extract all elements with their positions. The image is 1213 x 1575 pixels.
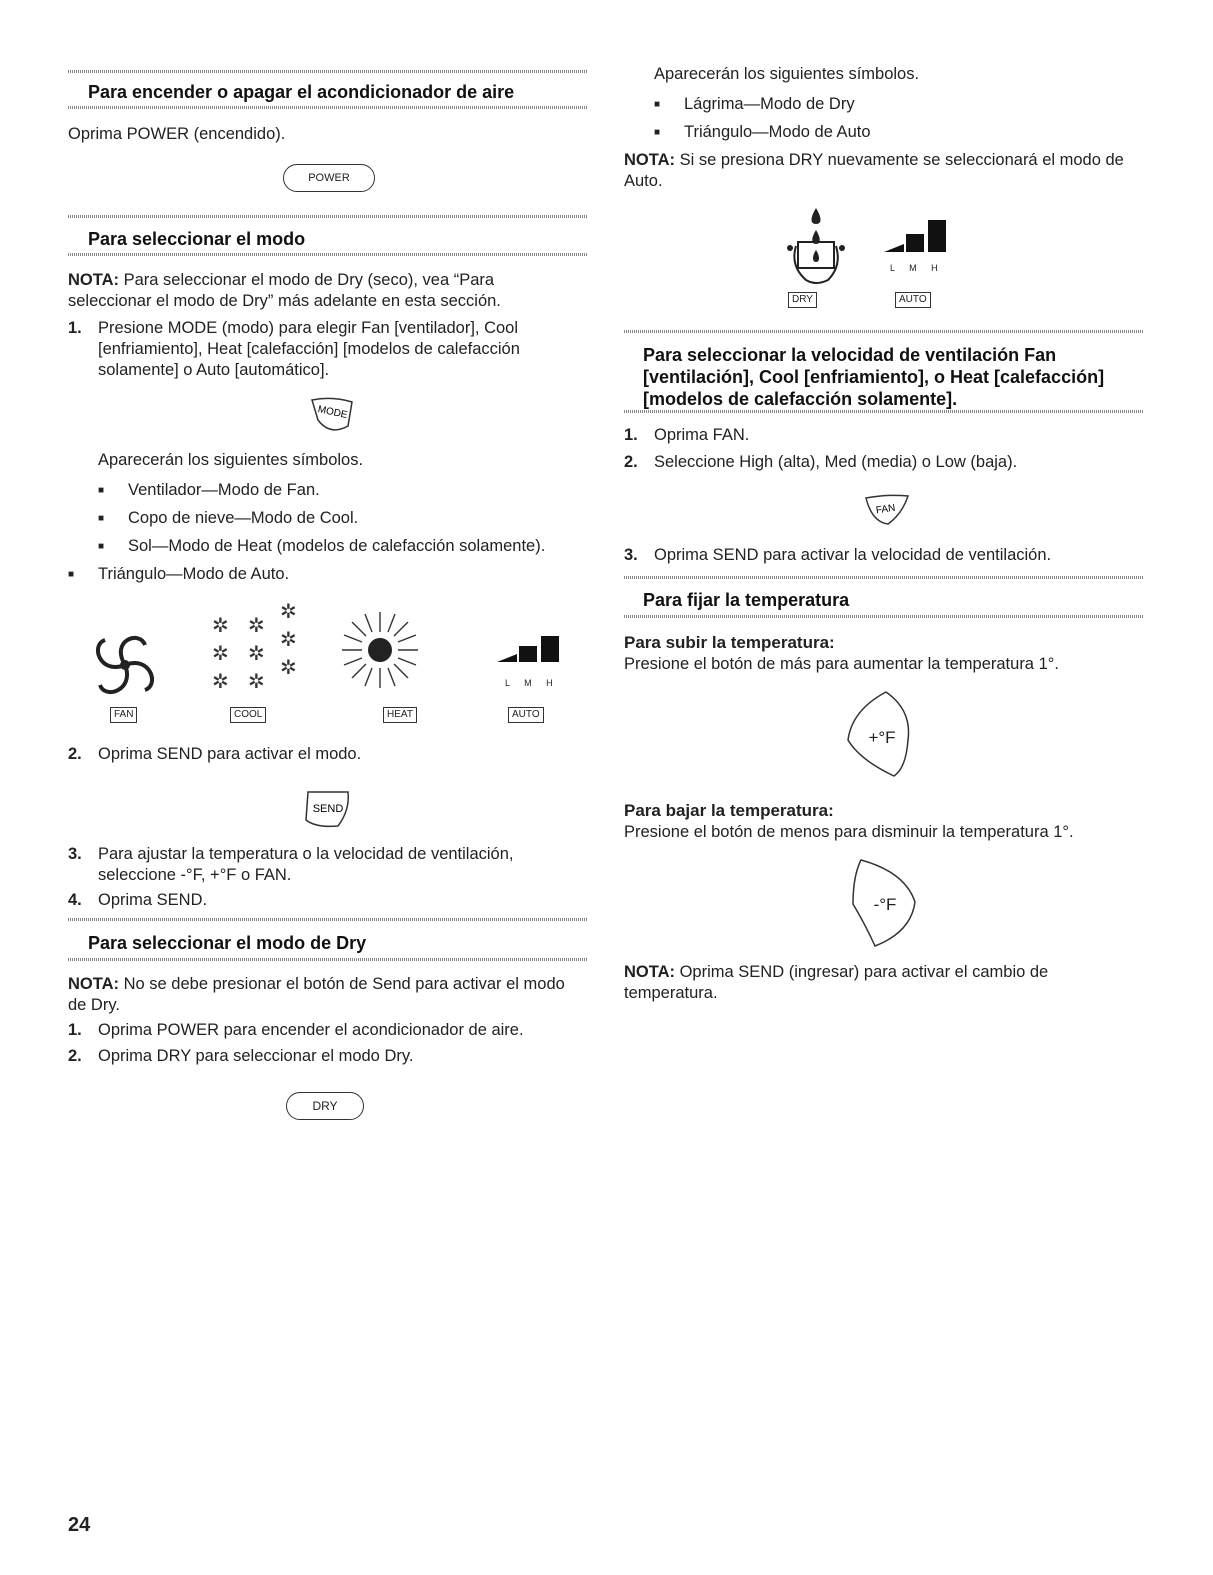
sun-icon	[340, 610, 420, 690]
fan-step-3	[624, 545, 1134, 566]
auto-mode-tag: AUTO	[508, 707, 544, 723]
step-text: Oprima POWER para encender el acondicionador de aire.	[98, 1021, 524, 1039]
cool-mode-tag: COOL	[230, 707, 266, 723]
dry-auto-note	[624, 150, 1144, 192]
step-number: 2.	[68, 1047, 82, 1065]
fan-icon	[90, 630, 160, 700]
list-item: ■ Lágrima—Modo de Dry	[684, 94, 855, 115]
power-text: Oprima POWER (encendido).	[68, 125, 286, 143]
list-item: ■ Sol—Modo de Heat (modelos de calefacción solamente).	[128, 536, 545, 557]
heading-power: Para encender o apagar el acondicionador de aire	[88, 82, 515, 102]
dry-note	[68, 974, 568, 1016]
temp-note	[624, 962, 1124, 1004]
temp-down-label: -°F	[873, 895, 897, 914]
list-item: ■ Triángulo—Modo de Auto.	[98, 564, 289, 585]
step-number: 1.	[68, 1021, 82, 1039]
svg-text:✲: ✲	[212, 613, 229, 637]
nota-label: NOTA:	[624, 963, 676, 981]
step-number: 2.	[624, 453, 638, 471]
temp-down-button[interactable]	[845, 858, 921, 948]
step-text: Para ajustar la temperatura o la velocidad de ventilación, seleccione -°F, +°F o FAN.	[98, 845, 514, 884]
svg-text:✲: ✲	[248, 641, 265, 665]
fan-step-2	[624, 452, 1134, 473]
temp-up-heading: Para subir la temperatura:	[624, 633, 835, 652]
step-number: 2.	[68, 745, 82, 763]
mode-step-2	[68, 744, 568, 765]
lmh-label: L M H	[890, 263, 944, 273]
nota-text: Oprima SEND (ingresar) para activar el cambio de temperatura.	[624, 963, 1049, 1002]
heading-fan-speed: Para seleccionar la velocidad de ventilación Fan [ventilación], Cool [enfriamiento], o Heat [calefacción] [modelos de calefacción solamente].	[643, 345, 1105, 409]
step-number: 3.	[68, 845, 82, 863]
fan-step-1	[624, 425, 1134, 446]
symbols-intro: Aparecerán los siguientes símbolos.	[654, 65, 920, 83]
rule	[68, 958, 588, 961]
rule	[68, 253, 588, 256]
step-number: 3.	[624, 546, 638, 564]
temp-down-text: Presione el botón de menos para disminuir la temperatura 1°.	[624, 823, 1074, 841]
rule	[624, 576, 1144, 579]
mode-button[interactable]	[308, 396, 358, 436]
mode-button-label: MODE	[316, 404, 349, 422]
svg-text:✲: ✲	[212, 641, 229, 665]
fan-button[interactable]	[862, 494, 912, 526]
step-text: Presione MODE (modo) para elegir Fan [ventilador], Cool [enfriamiento], Heat [calefacción] [modelos de calefacción solamente] o Auto [automático].	[98, 319, 520, 379]
svg-text:✲: ✲	[212, 669, 229, 693]
svg-text:✲: ✲	[280, 599, 297, 623]
svg-text:✲: ✲	[280, 655, 297, 679]
svg-text:✲: ✲	[280, 627, 297, 651]
dry-button[interactable]: DRY	[286, 1092, 364, 1120]
list-item: ■ Copo de nieve—Modo de Cool.	[128, 508, 358, 529]
nota-text: Si se presiona DRY nuevamente se seleccionará el modo de Auto.	[624, 151, 1124, 190]
rule	[68, 215, 588, 218]
mode-step-1	[68, 318, 568, 381]
dry-step-1	[68, 1020, 568, 1041]
step-text: Seleccione High (alta), Med (media) o Low (baja).	[654, 453, 1018, 471]
send-button[interactable]	[302, 790, 354, 830]
temp-up-label: +°F	[868, 728, 896, 747]
auto-bars-icon	[884, 218, 950, 254]
mode-step-4	[68, 890, 568, 911]
page-number: 24	[68, 1514, 91, 1536]
dry-step-2	[68, 1046, 568, 1067]
rule	[68, 70, 588, 73]
list-item: ■ Triángulo—Modo de Auto	[684, 122, 871, 143]
fan-button-label: FAN	[875, 502, 897, 517]
drop-icon	[786, 206, 846, 288]
auto-mode-tag: AUTO	[895, 292, 931, 308]
svg-text:✲: ✲	[248, 669, 265, 693]
step-number: 1.	[624, 426, 638, 444]
dry-mode-tag: DRY	[788, 292, 817, 308]
nota-label: NOTA:	[68, 975, 120, 993]
step-number: 4.	[68, 891, 82, 909]
lmh-label: L M H	[505, 678, 559, 688]
rule	[624, 615, 1144, 618]
step-number: 1.	[68, 319, 82, 337]
fan-mode-tag: FAN	[110, 707, 137, 723]
heading-mode: Para seleccionar el modo	[88, 229, 306, 249]
send-button-label: SEND	[312, 803, 344, 815]
mode-step-3	[68, 844, 568, 886]
step-text: Oprima SEND para activar el modo.	[98, 745, 362, 763]
rule	[624, 330, 1144, 333]
svg-text:✲: ✲	[248, 613, 265, 637]
temp-down-heading: Para bajar la temperatura:	[624, 801, 834, 820]
rule	[68, 106, 588, 109]
nota-text: No se debe presionar el botón de Send para activar el modo de Dry.	[68, 975, 565, 1014]
list-item: ■ Ventilador—Modo de Fan.	[128, 480, 320, 501]
nota-text: Para seleccionar el modo de Dry (seco), vea “Para seleccionar el modo de Dry” más adelante en esta sección.	[68, 271, 501, 310]
symbols-intro: Aparecerán los siguientes símbolos.	[98, 451, 364, 469]
heading-temperature: Para fijar la temperatura	[643, 590, 850, 610]
step-text: Oprima SEND.	[98, 891, 208, 909]
heat-mode-tag: HEAT	[383, 707, 417, 723]
snowflake-icon	[210, 600, 310, 695]
power-button[interactable]: POWER	[283, 164, 375, 192]
heading-dry: Para seleccionar el modo de Dry	[88, 933, 367, 953]
step-text: Oprima DRY para seleccionar el modo Dry.	[98, 1047, 414, 1065]
nota-label: NOTA:	[68, 271, 120, 289]
step-text: Oprima SEND para activar la velocidad de ventilación.	[654, 546, 1052, 564]
temp-up-text: Presione el botón de más para aumentar la temperatura 1°.	[624, 655, 1059, 673]
auto-bars-icon	[497, 632, 563, 664]
rule	[624, 410, 1144, 413]
temp-up-button[interactable]	[842, 690, 922, 780]
mode-note	[68, 270, 568, 312]
rule	[68, 918, 588, 921]
nota-label: NOTA:	[624, 151, 676, 169]
step-text: Oprima FAN.	[654, 426, 750, 444]
